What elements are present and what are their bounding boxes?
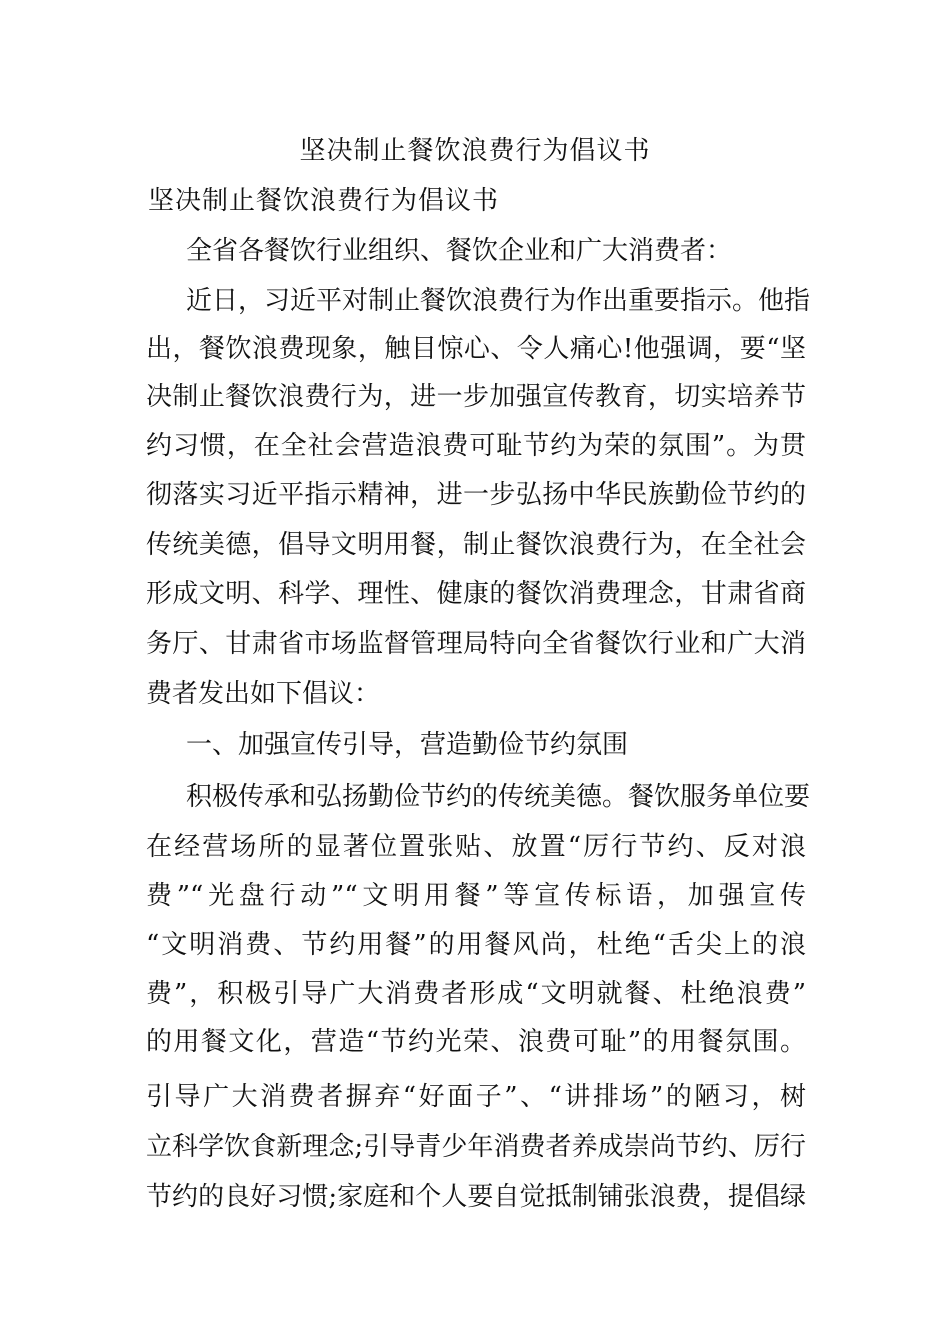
paragraph-line: 在经营场所的显著位置张贴、放置“厉行节约、反对浪 bbox=[146, 832, 806, 862]
paragraph-line: 引导广大消费者摒弃“好面子”、“讲排场”的陋习，树 bbox=[146, 1082, 806, 1112]
paragraph-line: “文明消费、节约用餐”的用餐风尚，杜绝“舌尖上的浪 bbox=[146, 930, 806, 960]
paragraph-line: 节约的良好习惯;家庭和个人要自觉抵制铺张浪费，提倡绿 bbox=[146, 1182, 806, 1212]
paragraph-line: 近日，习近平对制止餐饮浪费行为作出重要指示。他指 bbox=[186, 286, 811, 316]
salutation: 全省各餐饮行业组织、餐饮企业和广大消费者： bbox=[186, 236, 733, 266]
document-subtitle: 坚决制止餐饮浪费行为倡议书 bbox=[148, 186, 500, 216]
paragraph-line: 务厅、甘肃省市场监督管理局特向全省餐饮行业和广大消 bbox=[146, 629, 806, 659]
document-title: 坚决制止餐饮浪费行为倡议书 bbox=[299, 136, 651, 166]
paragraph-line: 出，餐饮浪费现象，触目惊心、令人痛心!他强调，要“坚 bbox=[146, 334, 806, 364]
paragraph-line: 费者发出如下倡议： bbox=[146, 679, 381, 709]
section-heading: 一、加强宣传引导，营造勤俭节约氛围 bbox=[186, 730, 629, 760]
paragraph-line: 彻落实习近平指示精神，进一步弘扬中华民族勤俭节约的 bbox=[146, 480, 806, 510]
paragraph-line: 费”，积极引导广大消费者形成“文明就餐、杜绝浪费” bbox=[146, 979, 806, 1009]
paragraph-line: 形成文明、科学、理性、健康的餐饮消费理念，甘肃省商 bbox=[146, 579, 806, 609]
paragraph-line: 费”“光盘行动”“文明用餐”等宣传标语，加强宣传 bbox=[146, 881, 806, 911]
paragraph-line: 立科学饮食新理念;引导青少年消费者养成崇尚节约、厉行 bbox=[146, 1132, 806, 1162]
paragraph-line: 传统美德，倡导文明用餐，制止餐饮浪费行为，在全社会 bbox=[146, 530, 806, 560]
paragraph-line: 的用餐文化，营造“节约光荣、浪费可耻”的用餐氛围。 bbox=[146, 1027, 806, 1057]
paragraph-line: 约习惯，在全社会营造浪费可耻节约为荣的氛围”。为贯 bbox=[146, 431, 806, 461]
paragraph-line: 积极传承和弘扬勤俭节约的传统美德。餐饮服务单位要 bbox=[186, 782, 811, 812]
paragraph-line: 决制止餐饮浪费行为，进一步加强宣传教育，切实培养节 bbox=[146, 382, 806, 412]
